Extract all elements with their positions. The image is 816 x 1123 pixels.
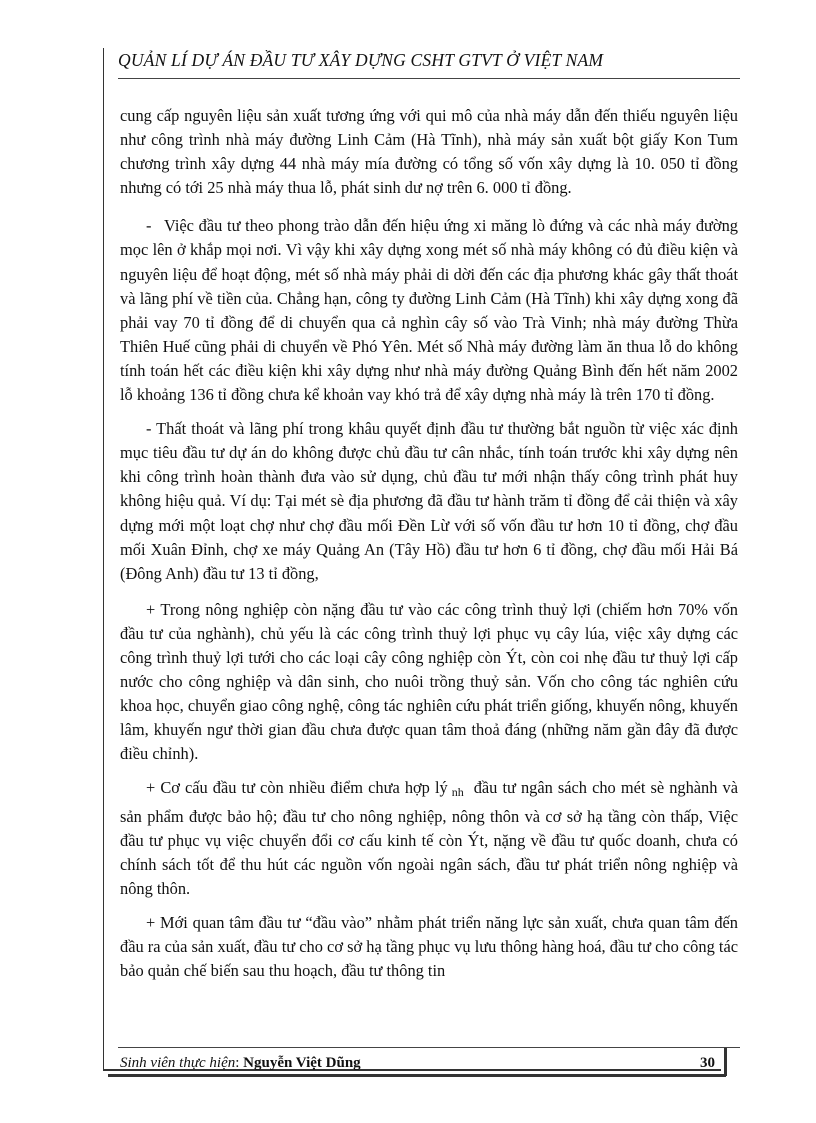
running-header-title: QUẢN LÍ DỰ ÁN ĐẦU TƯ XÂY DỰNG CSHT GTVT Ở VIỆT NAM: [118, 50, 604, 70]
page-border-right-shadow: [724, 1048, 727, 1076]
paragraph-6: + Mới quan tâm đầu tư “đầu vào” nhằm phát triển năng lực sản xuất, chưa quan tâm đến đầu ra của sản xuất, đầu tư cho cơ sở hạ tầng phục vụ lưu thông hàng hoá, đầu tư cho công tác bảo quản chế biến sau thu hoạch, đầu tư thông tin: [120, 912, 738, 981]
footer-author: [120, 1055, 361, 1072]
paragraph-5: [120, 776, 738, 900]
header-divider: [118, 78, 740, 79]
dash-bullet: -: [146, 216, 152, 236]
paragraph-5-subscript: nh: [451, 785, 464, 800]
paragraph-5-end: đầu tư ngân sách cho mét sè nghành và sản phẩm được bảo hộ; đầu tư cho nông nghiệp, nông thôn và cơ sở hạ tầng còn thấp, Việc đầu tư phục vụ việc chuyển đổi cơ cấu kinh tế còn Ýt, nặng về đầu tư quốc doanh, chưa có chính sách tốt để thu hút các nguồn vốn ngoài ngân sách, đầu tư phát triển nông nghiệp và nông thôn.: [120, 778, 738, 898]
page-border-left: [103, 48, 104, 1070]
footer-student-name: Nguyễn Việt Dũng: [243, 1055, 361, 1071]
paragraph-3: - Thất thoát và lãng phí trong khâu quyết định đầu tư thường bắt nguồn từ việc xác định mục tiêu đầu tư dự án do không được chủ đầu tư cân nhắc, tính toán trước khi xây dựng nên khi công trình hoàn thành đưa vào sử dụng, chủ đầu tư mới nhận thấy công trình phát huy không hiệu quả. Ví dụ: Tại mét sè địa phương đã đầu tư hành trăm tỉ đồng để cải thiện và xây dựng mới một loạt chợ như chợ đầu mối Đền Lừ với số vốn đầu tư hơn 10 tỉ đồng, chợ đầu mối Xuân Đỉnh, chợ xe máy Quảng An (Tây Hồ) đầu tư hơn 6 tỉ đồng, chợ đầu mối Hải Bá (Đông Anh) đầu tư 13 tỉ đồng,: [120, 419, 738, 583]
paragraph-4: + Trong nông nghiệp còn nặng đầu tư vào các công trình thuỷ lợi (chiếm hơn 70% vốn đầu tư của nghành), chủ yếu là các công trình thuỷ lợi phục vụ cây lúa, việc xây dựng các công trình thuỷ lợi tưới cho các loại cây công nghiệp còn Ýt, còn coi nhẹ đầu tư thuỷ lợi cấp nước cho công nghiệp và dân sinh, cho nuôi trồng thuỷ sản. Vốn cho công tác nghiên cứu khoa học, chuyển giao công nghệ, công tác nghiên cứu phát triển giống, khuyến nông, khuyến lâm, khuyến ngư thời gian đầu chưa được quan tâm thoả đáng (những năm gần đây đã được điều chỉnh).: [120, 599, 738, 764]
paragraph-5-start: + Cơ cấu đầu tư còn nhiều điểm chưa hợp lý: [146, 778, 448, 798]
document-body: [120, 104, 738, 983]
paragraph-2-text: Việc đầu tư theo phong trào dẫn đến hiệu ứng xi măng lò đứng và các nhà máy đường mọc lên ở khắp mọi nơi. Vì vậy khi xây dựng xong mét số nhà máy không có đủ điều kiện và nguyên liệu để hoạt động, mét số nhà máy phải di dời đến các địa phương khác gây thất thoát và lãng phí về tiền của. Chẳng hạn, công ty đường Linh Cảm (Hà Tĩnh) khi xây dựng xong đã phải vay 70 tỉ đồng để di chuyển qua cả nghìn cây số vào Trà Vinh; nhà máy đường Thừa Thiên Huế cũng phải di chuyển về Phó Yên. Mét số Nhà máy đường làm ăn thua lỗ do không tính toán hết các điều kiện khi xây dựng như nhà máy đường Quảng Bình đến hết năm 2002 lỗ khoảng 136 tỉ đồng chưa kể khoản vay khó trả để xây dựng nhà máy là trên 170 tỉ đồng.: [120, 216, 738, 405]
footer-label: Sinh viên thực hiện: [120, 1055, 236, 1071]
paragraph-1: cung cấp nguyên liệu sản xuất tương ứng với qui mô của nhà máy dẫn đến thiếu nguyên liệu như công trình nhà máy đường Linh Cảm (Hà Tĩnh), nhà máy sản xuất bột giấy Kon Tum chương trình xây dựng 44 nhà máy mía đường có tổng số vốn xây dựng là 10. 050 tỉ đồng nhưng có tới 25 nhà máy thua lỗ, phát sinh dư nợ trên 6. 000 tỉ đồng.: [120, 106, 738, 198]
page-border-bottom-shadow: [108, 1074, 726, 1077]
paragraph-2: [120, 214, 738, 407]
footer-separator: :: [235, 1055, 244, 1071]
footer-divider: [118, 1047, 740, 1048]
page-number: 30: [700, 1055, 715, 1071]
